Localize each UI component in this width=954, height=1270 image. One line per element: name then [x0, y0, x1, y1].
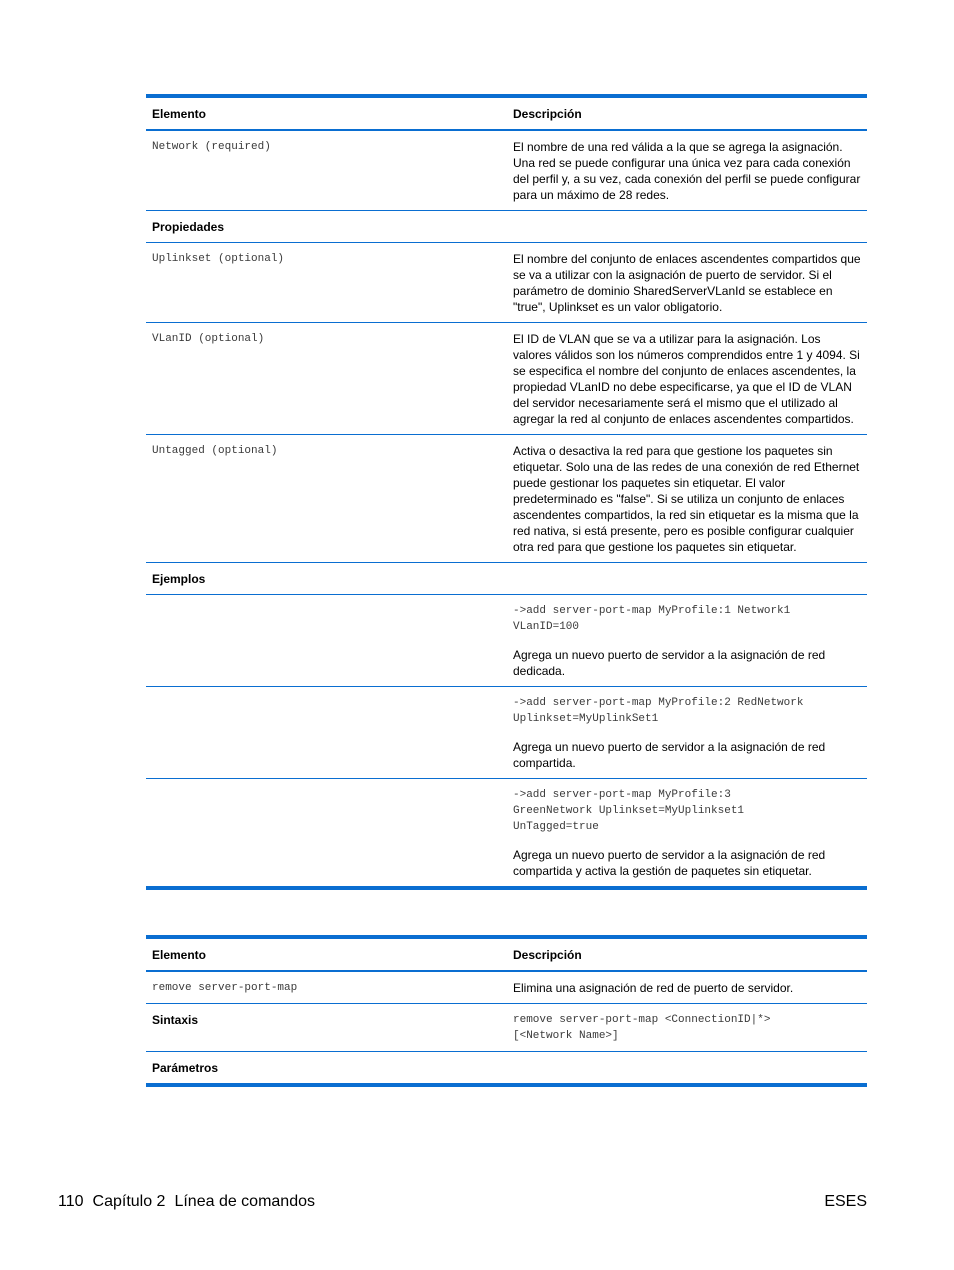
header-descripcion: Descripción	[513, 948, 582, 962]
example-description: Agrega un nuevo puerto de servidor a la asignación de red dedicada.	[513, 648, 826, 678]
element-remove-command: remove server-port-map	[152, 982, 298, 994]
chapter-title: Línea de comandos	[174, 1193, 315, 1210]
table-row	[146, 435, 867, 563]
example-row	[146, 687, 867, 779]
description-untagged: Activa o desactiva la red para que gestione los paquetes sin etiquetar. Solo una de las redes de una conexión de red Ethernet puede gestionar los paquetes sin etiquetar. El valor predeterminado es "false". Si se utiliza un conjunto de enlaces ascendentes compartidos, la red sin etiquetar es la misma que la red nativa, si está presente, pero es posible configurar cualquier otra red para que gestione los paquetes sin etiquetar.	[513, 444, 860, 554]
example-row	[146, 779, 867, 886]
header-elemento: Elemento	[152, 107, 207, 121]
footer-left	[58, 1192, 315, 1212]
header-elemento: Elemento	[152, 948, 207, 962]
description-network: El nombre de una red válida a la que se agrega la asignación. Una red se puede configurar una única vez para cada conexión del perfil y, a su vez, cada conexión del perfil se puede configurar para un máximo de 28 redes.	[513, 140, 861, 202]
section-label-ejemplos: Ejemplos	[152, 572, 206, 586]
table-header-row	[146, 939, 867, 972]
table-row	[146, 131, 867, 211]
add-server-port-map-table	[146, 94, 867, 890]
element-network: Network (required)	[152, 141, 271, 153]
element-uplinkset: Uplinkset (optional)	[152, 253, 285, 265]
page-number: 110	[58, 1193, 84, 1210]
description-remove-command: Elimina una asignación de red de puerto de servidor.	[513, 981, 794, 995]
section-label-parametros: Parámetros	[152, 1061, 219, 1075]
element-untagged: Untagged (optional)	[152, 445, 278, 457]
example-description: Agrega un nuevo puerto de servidor a la asignación de red compartida y activa la gestión de paquetes sin etiquetar.	[513, 848, 826, 878]
table-row	[146, 323, 867, 435]
section-row-ejemplos	[146, 563, 867, 595]
chapter-label: Capítulo 2	[92, 1193, 166, 1210]
element-vlanid: VLanID (optional)	[152, 333, 265, 345]
table-row	[146, 972, 867, 1004]
description-uplinkset: El nombre del conjunto de enlaces ascendentes compartidos que se va a utilizar con la asignación de puerto de servidor. Si el parámetro de dominio SharedServerVLanId se establece en "true", Uplinkset es un valor obligatorio.	[513, 252, 861, 314]
table-header-row	[146, 98, 867, 131]
section-row-propiedades	[146, 211, 867, 243]
example-command: ->add server-port-map MyProfile:1 Network1 VLanID=100	[513, 605, 791, 633]
example-row	[146, 595, 867, 687]
table-row	[146, 1004, 867, 1052]
syntax-value: remove server-port-map <ConnectionID|*> [<Network Name>]	[513, 1014, 771, 1042]
locale-code: ESES	[824, 1193, 867, 1210]
remove-server-port-map-table	[146, 935, 867, 1087]
section-label-propiedades: Propiedades	[152, 220, 225, 234]
page-footer	[58, 1192, 867, 1212]
table-row	[146, 243, 867, 323]
example-description: Agrega un nuevo puerto de servidor a la asignación de red compartida.	[513, 740, 826, 770]
section-row-parametros	[146, 1052, 867, 1083]
label-sintaxis: Sintaxis	[152, 1013, 199, 1027]
example-command: ->add server-port-map MyProfile:3 GreenNetwork Uplinkset=MyUplinkset1 UnTagged=true	[513, 789, 745, 833]
example-command: ->add server-port-map MyProfile:2 RedNetwork Uplinkset=MyUplinkSet1	[513, 697, 804, 725]
header-descripcion: Descripción	[513, 107, 582, 121]
description-vlanid: El ID de VLAN que se va a utilizar para la asignación. Los valores válidos son los números comprendidos entre 1 y 4094. Si se especifica el nombre del conjunto de enlaces ascendentes, la propiedad VLanID no debe especificarse, ya que el ID de VLAN del servidor necesariamente será el mismo que el utilizado al agregar la red al conjunto de enlaces ascendentes compartidos.	[513, 332, 860, 426]
